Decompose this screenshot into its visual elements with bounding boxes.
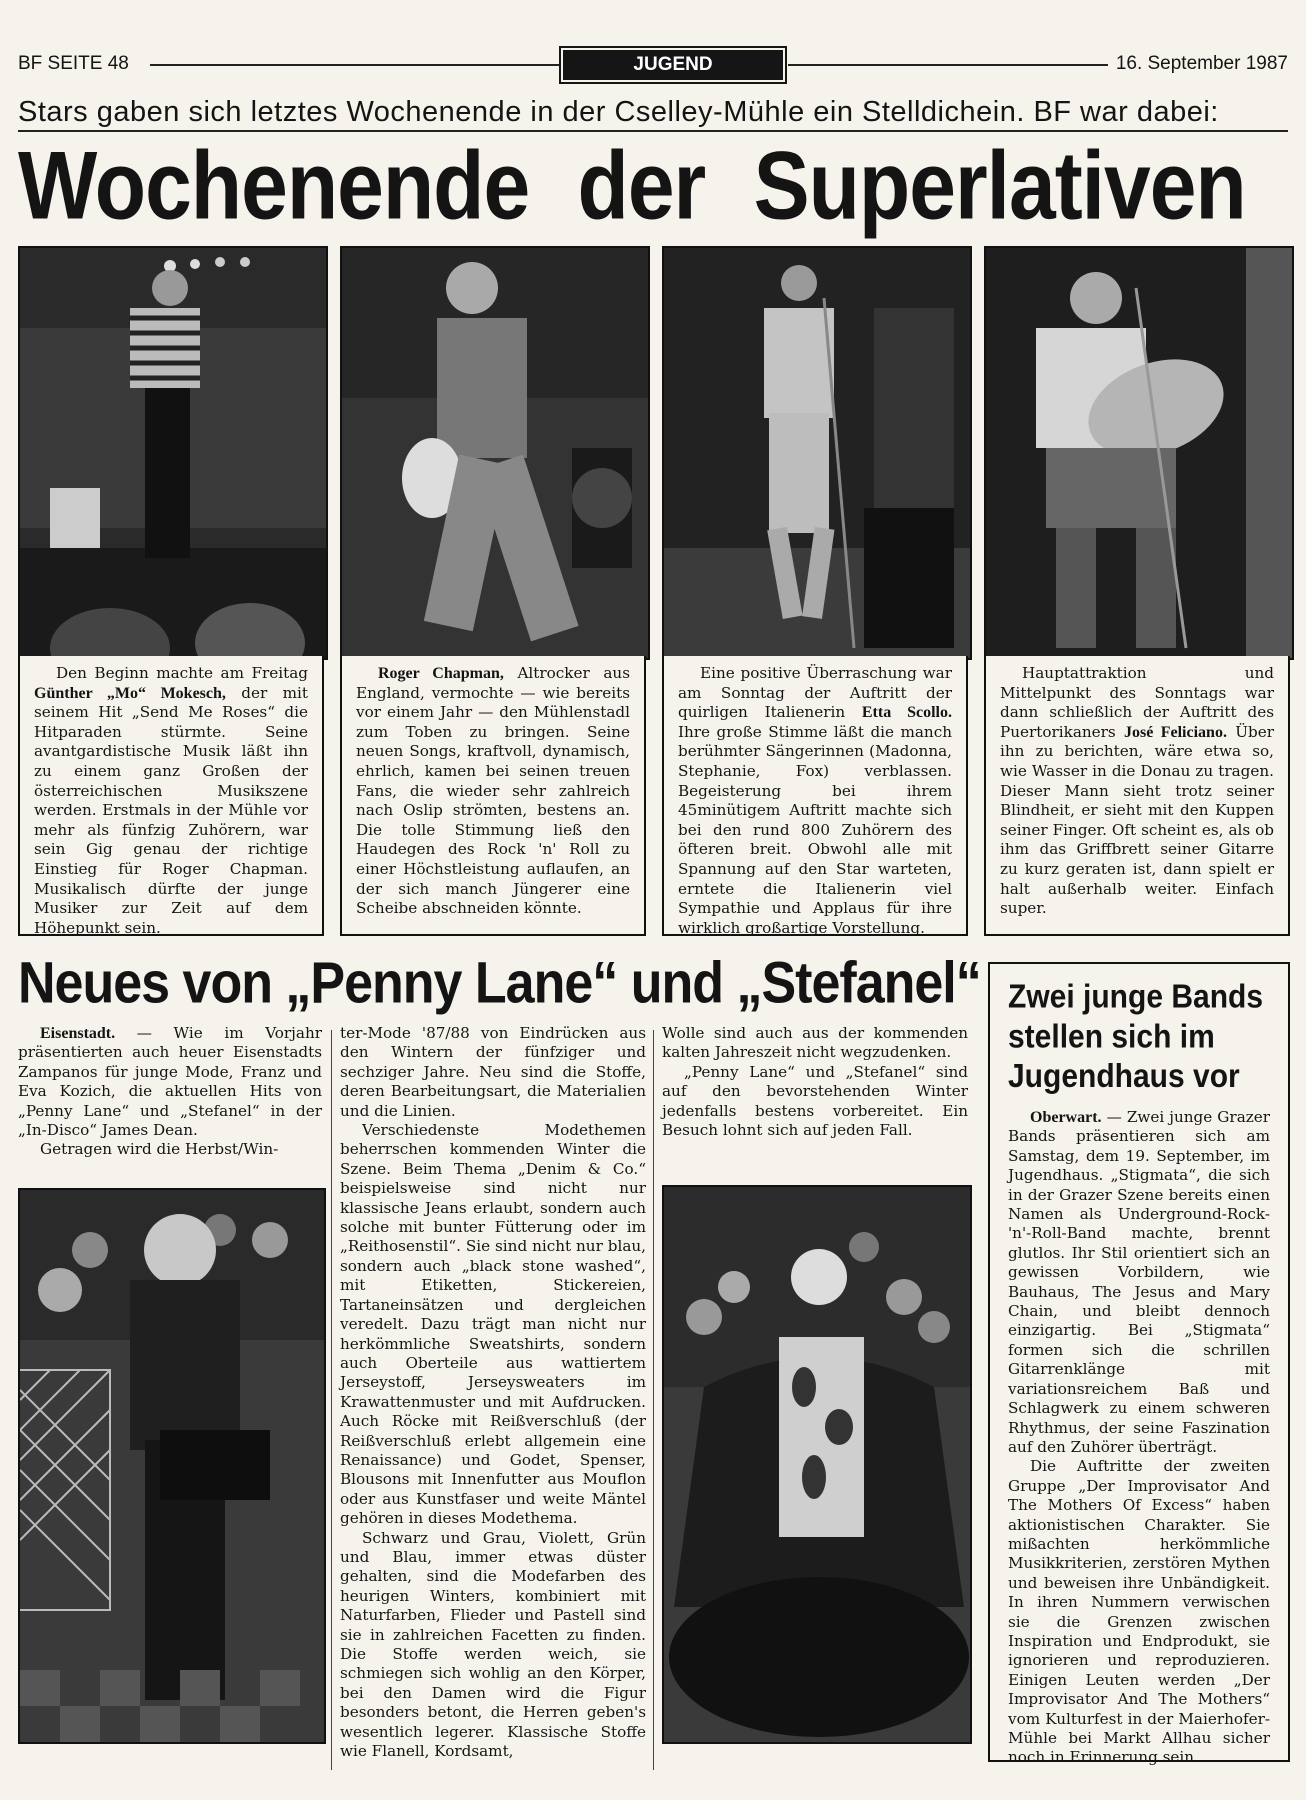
issue-date: 16. September 1987 <box>1115 53 1288 74</box>
header-rule-left <box>150 64 560 66</box>
photo-mokesch <box>18 246 328 660</box>
article-dateline: Eisenstadt. <box>40 1025 116 1042</box>
sidebar-headline: Zwei junge Bands stellen sich im Jugendhaus vor <box>1008 979 1264 1095</box>
sidebar-text: Oberwart. — Zwei junge Grazer Bands präsentieren sich am Samstag, dem 19. September, im Jugendhaus. „Stigmata“, die sich in der Grazer Szene bereits einen Namen als Underground-Rock-'n'-Roll-Band machte, brennt glutlos. Ihr Stil orientiert sich an gewissen Vorbildern, wie Bauhaus, The Jesus and Mary Chain, und bleibt dennoch einzigartig. Bei „Stigmata“ formen sich die schrillen Gitarrenklänge mit variationsreichem Baß und Schlagwerk zu einem schweren Rhythmus, der seine Faszination auf den Zuhörer überträgt. Die Auftritte der zweiten Gruppe „Der Improvisator And The Mothers Of Excess“ haben aktionistischen Charakter. Sie mißachten herkömmliche Musikkriterien, zerstören Mythen und beweisen ihre Unbändigkeit. In ihren Nummern verwischen sie die Grenzen zwischen Inspiration und Endprodukt, sie ignorieren und reproduzieren. Einigen Leuten werden „Der Improvisator And The Mothers“ vom Kulturfest in der Maierhofer-Mühle bei Markt Allhau sicher noch in Erinnerung sein. <box>1008 1108 1270 1767</box>
header-rule-right <box>788 64 1108 66</box>
caption-scollo: Eine positive Überraschung war am Sonntag der Auftritt der quirligen Italienerin Etta Scollo. Ihre große Stimme läßt die manch berühmter Sängerinnen (Madonna, Stephanie, Fox) verblassen. Begeisterung bei ihrem 45minütigem Auftritt machte sich bei den rund 800 Zuhörern des öfteren breit. Obwohl alle mit Spannung auf den Star warteten, erntete die Italienerin viel Sympathie und Applaus für ihre wirklich großartige Vorstellung. <box>662 656 968 936</box>
column-rule-1 <box>331 1030 332 1770</box>
article-column-3: Wolle sind auch aus der kommenden kalten Jahreszeit nicht wegzudenken. „Penny Lane“ und „Stefanel“ sind auf den bevorstehenden Winter jedenfalls bestens vorbereitet. Ein Besuch lohnt sich auf jeden Fall. <box>662 1024 968 1140</box>
kicker-line: Stars gaben sich letztes Wochenende in der Cselley-Mühle ein Stelldichein. BF war dabei: <box>18 96 1219 128</box>
sidebar-dateline: Oberwart. <box>1030 1109 1102 1126</box>
caption-mokesch: Den Beginn machte am Freitag Günther „Mo“ Mokesch, der mit seinem Hit „Send Me Roses“ die Hitparaden stürmte. Seine avantgardistische Musik läßt ihn zu einem ganz Großen der österreichischen Musikszene werden. Erstmals in der Mühle vor mehr als fünfzig Zuhörern, war sein Gig genau der richtige Einstieg für Roger Chapman. Musikalisch dürfte der junge Musiker zur Zeit auf dem Höhepunkt sein. <box>18 656 324 936</box>
page-number: BF SEITE 48 <box>18 53 129 74</box>
article-column-2: ter-Mode '87/88 von Eindrücken aus den Wintern der fünfziger und sechziger Jahre. Neu sind die Stoffe, deren Bearbeitungsart, die Materialien und die Linien. Verschiedenste Modethemen beherrschen kommenden Winter die Szene. Beim Thema „Denim & Co.“ beispielsweise sind nicht nur klassische Jeans erlaubt, sondern auch solche mit bunter Fütterung oder im „Reithosenstil“. Sie sind nicht nur blau, sondern auch „black stone washed“, mit Etiketten, Stickereien, Tartaneinsätzen und dergleichen veredelt. Dazu trägt man nicht nur herkömmliche Sweatshirts, sondern auch Oberteile aus wattiertem Jerseystoff, Jerseysweaters im Krawattenmuster und mit Aufdrucken. Auch Röcke mit Reißverschluß (der Reißverschluß erlebt allgemein eine Renaissance) und Godet, Spenser, Blousons mit Innenfutter aus Mouflon oder aus Kunstfaser und weite Mäntel gehören in dieses Modethema. Schwarz und Grau, Violett, Grün und Blau, immer etwas düster gehalten, sind die Modefarben des heurigen Winters, kombiniert mit Naturfarben, Flieder und Pastell sind sie in zahlreichen Facetten zu finden. Die Stoffe werden weich, sie schmiegen sich wohlig an den Körper, bei den Damen wird die Figur besonders betont, die Herren geben's wesentlich legerer. Klassische Stoffe wie Flanell, Kordsamt, <box>340 1024 646 1761</box>
photo-chapman <box>340 246 650 660</box>
article-headline: Neues von „Penny Lane“ und „Stefanel“ <box>18 951 981 1017</box>
page-header <box>18 50 1288 80</box>
caption-feliciano: Hauptattraktion und Mittelpunkt des Sonntags war dann schließlich der Auftritt des Puertorikaners José Feliciano. Über ihn zu berichten, wäre etwa so, wie Wasser in die Donau zu tragen. Dieser Mann sieht trotz seiner Blindheit, er sieht mit den Kuppen seiner Finger. Oft scheint es, als ob ihm das Griffbrett seiner Gitarre zu kurz geraten ist, dann spielt er halt außerhalb weiter. Einfach super. <box>984 656 1290 936</box>
photo-feliciano <box>984 246 1294 660</box>
column-rule-2 <box>653 1030 654 1770</box>
photo-fashion-man <box>18 1188 326 1744</box>
article-column-1: Eisenstadt. — Wie im Vorjahr präsentierten auch heuer Eisenstadts Zampanos für junge Mode, Franz und Eva Kozich, die aktuellen Hits von „Penny Lane“ und „Stefanel“ in der „In-Disco“ James Dean. Getragen wird die Herbst/Win- <box>18 1024 322 1159</box>
sidebar-article <box>988 962 1290 1767</box>
caption-chapman: Roger Chapman, Altrocker aus England, vermochte — wie bereits vor einem Jahr — den Mühlenstadl zum Toben zu bringen. Seine neuen Songs, kraftvoll, dynamisch, ehrlich, kamen bei seinen treuen Fans, die wieder sehr zahlreich nach Oslip strömten, bestens an. Die tolle Stimmung ließ den Haudegen des Rock 'n' Roll zu einer Höchstleistung auflaufen, an der sich manch Jüngerer eine Scheibe abschneiden könnte. <box>340 656 646 936</box>
section-label: JUGEND <box>563 50 783 80</box>
photo-scollo <box>662 246 972 660</box>
photo-fashion-woman <box>662 1185 972 1744</box>
main-headline: Wochenende der Superlativen <box>18 131 1246 240</box>
